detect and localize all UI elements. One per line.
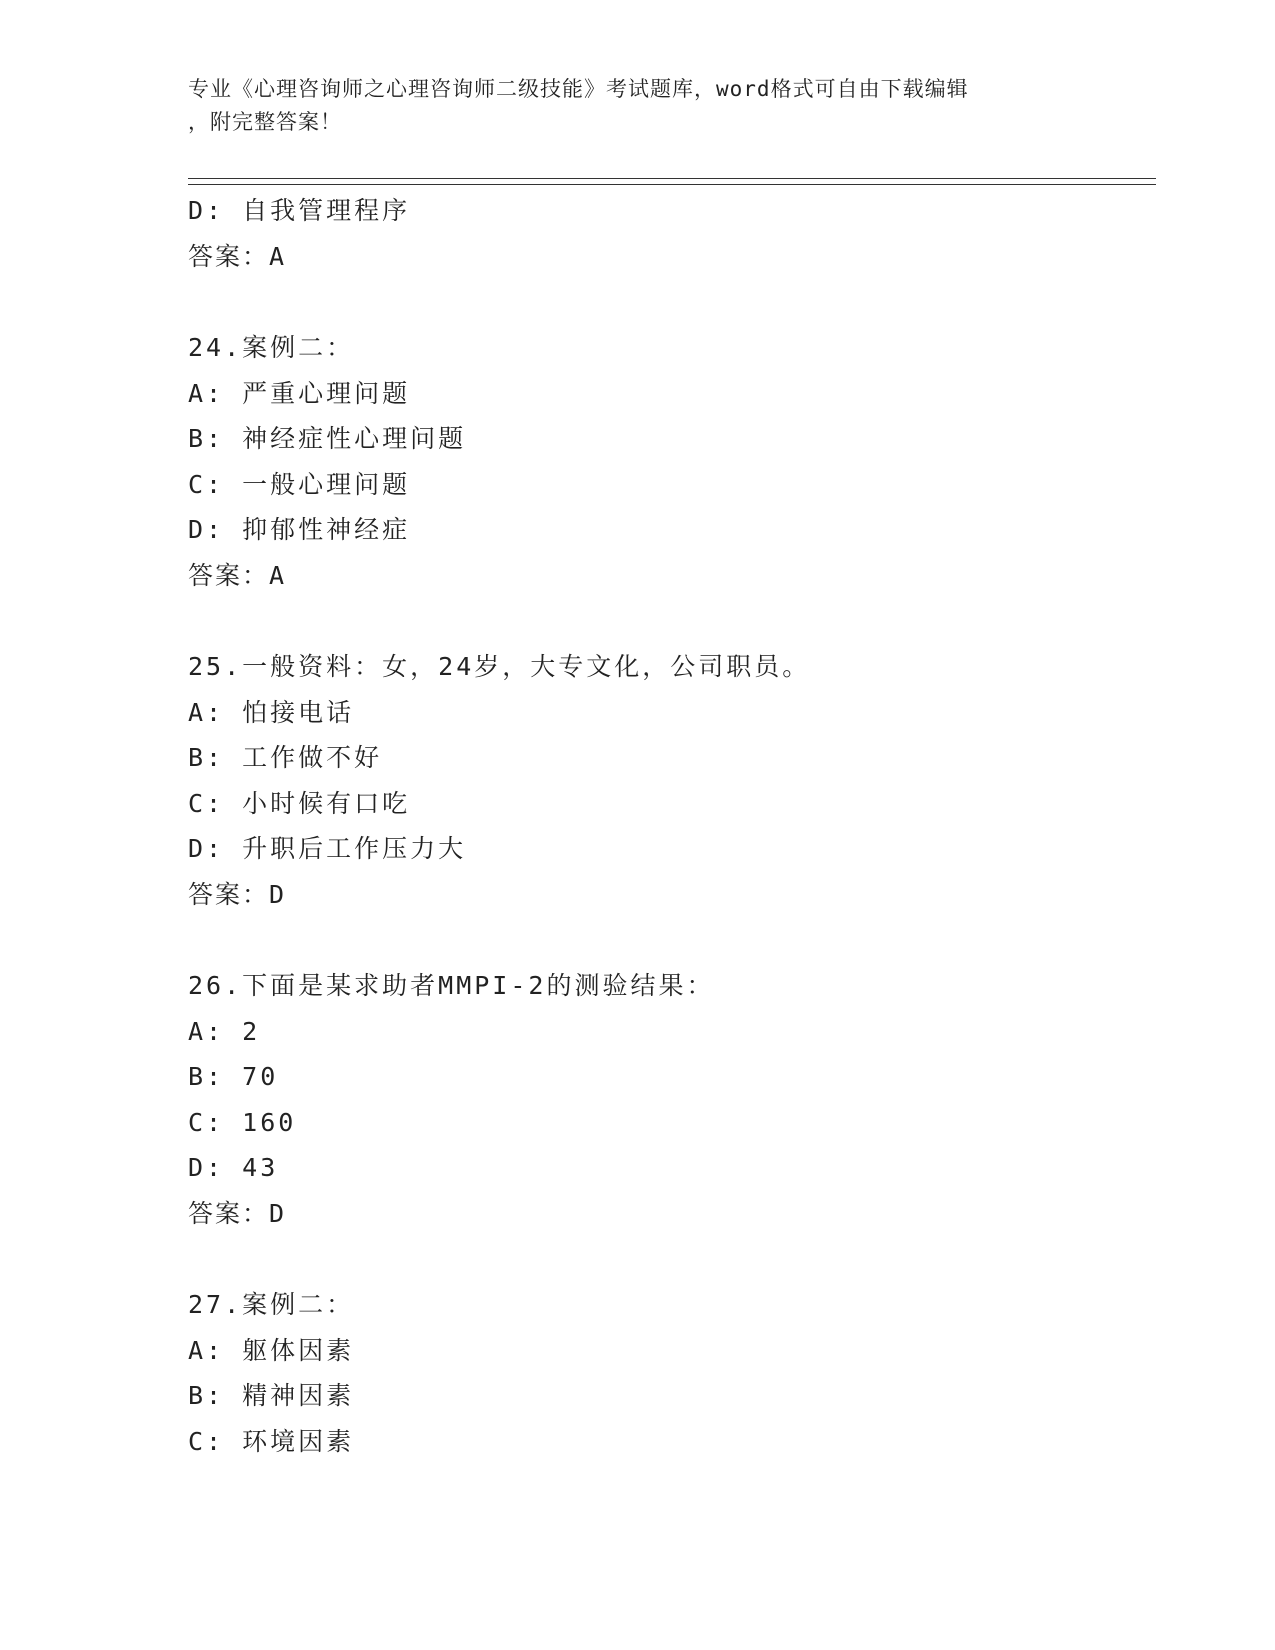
question-25 (188, 644, 1148, 917)
option-d: D: 抑郁性神经症 (188, 515, 411, 544)
answer: 答案：A (188, 560, 287, 590)
question-stem: 27.案例二： (188, 1290, 355, 1319)
option-b: B: 神经症性心理问题 (188, 424, 467, 453)
option-a: A: 躯体因素 (188, 1335, 355, 1365)
option-c: C: 一般心理问题 (188, 469, 411, 499)
question-list (188, 188, 1148, 1464)
option-d: D: 升职后工作压力大 (188, 834, 467, 863)
question-stem: 25.一般资料：女，24岁，大专文化，公司职员。 (188, 652, 811, 681)
header-divider-bottom (188, 184, 1156, 185)
header-line-2: ，附完整答案！ (188, 110, 342, 134)
answer: 答案：D (188, 879, 287, 909)
question-stem: 26.下面是某求助者MMPI-2的测验结果： (188, 971, 715, 1000)
question-27 (188, 1282, 1148, 1464)
question-stem: 24.案例二： (188, 333, 355, 362)
document-header (188, 73, 1068, 139)
option-b: B: 精神因素 (188, 1381, 355, 1410)
option-b: B: 工作做不好 (188, 743, 383, 772)
question-24 (188, 325, 1148, 598)
option-c: C: 小时候有口吃 (188, 788, 411, 818)
header-divider-top (188, 178, 1156, 179)
answer: 答案：D (188, 1198, 287, 1228)
header-line-1: 专业《心理咨询师之心理咨询师二级技能》考试题库，word格式可自由下载编辑 (188, 77, 969, 101)
question-23-tail (188, 188, 1148, 279)
answer: 答案：A (188, 241, 287, 271)
option-a: A: 怕接电话 (188, 697, 355, 727)
option-d: D: 43 (188, 1153, 279, 1182)
option-a: A: 严重心理问题 (188, 378, 411, 408)
question-26 (188, 963, 1148, 1236)
option-b: B: 70 (188, 1062, 279, 1091)
option-c: C: 160 (188, 1107, 297, 1137)
option-a: A: 2 (188, 1016, 261, 1046)
option-c: C: 环境因素 (188, 1426, 355, 1456)
option-d: D: 自我管理程序 (188, 196, 411, 225)
